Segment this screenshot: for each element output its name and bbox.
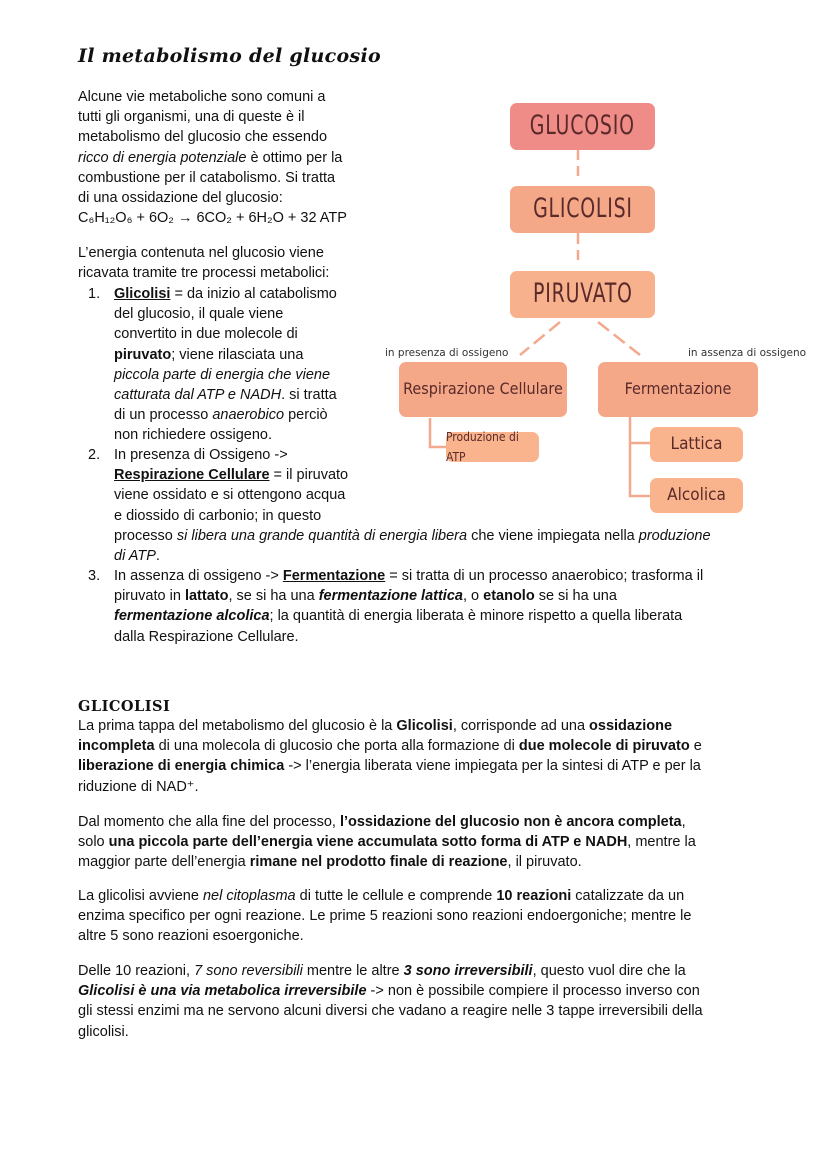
text: catturata dal ATP e NADH (114, 387, 282, 404)
chemical-equation: C₆H₁₂O₆ + 6O₂ → 6CO₂ + 6H₂O + 32 ATP (78, 210, 347, 227)
text: , corrisponde ad una (452, 718, 590, 734)
text: rimane nel prodotto finale di reazione (249, 854, 508, 871)
box-fermentazione: Fermentazione (598, 362, 758, 417)
list-item-body (114, 566, 754, 647)
text: enzima specifico per ogni reazione. Le prime 5 reazioni sono reazioni endoergoniche; mentre le (78, 908, 692, 925)
text: La glicolisi avviene (78, 888, 203, 904)
text: processo (114, 527, 177, 544)
text: altre 5 sono reazioni esoergoniche. (78, 928, 304, 945)
connector-line (430, 418, 446, 447)
list-number: 2. (88, 447, 101, 463)
box-produzione-atp: Produzione di ATP (446, 432, 539, 462)
text: anaerobico (212, 407, 285, 424)
intro-italic: ricco di energia potenziale (78, 149, 247, 166)
text: perciò (284, 407, 328, 424)
intro-after-italic: è ottimo per la (246, 149, 343, 166)
connector-line (630, 443, 650, 496)
list-number: 1. (88, 286, 101, 302)
connector-line (520, 322, 560, 355)
text: 7 sono reversibili (194, 963, 303, 979)
box-piruvato (510, 271, 655, 318)
term-fermentazione: Fermentazione (282, 568, 386, 584)
section-heading: GLICOLISI (78, 698, 171, 715)
text: piruvato in (114, 588, 185, 605)
text: La prima tappa del metabolismo del glucosio è la (78, 718, 397, 734)
text: nel citoplasma (202, 888, 296, 904)
text: Glicolisi (396, 718, 453, 734)
text: due molecole di piruvato (518, 738, 690, 755)
text: gli stessi enzimi ma ne servono alcuni diversi che vadano a reagire nelle 3 tappe irreversibili della (78, 1003, 703, 1020)
text: che viene impiegata nella (467, 527, 639, 544)
text: , mentre la (627, 834, 696, 851)
page-title: Il metabolismo del glucosio (78, 45, 381, 67)
text: Glicolisi è una via metabolica irreversibile (78, 983, 367, 1000)
text: = il piruvato (269, 467, 349, 484)
text: l’ossidazione del glucosio non è ancora completa (339, 814, 682, 830)
text: ossidazione (589, 718, 673, 734)
text: una piccola parte dell’energia viene accumulata sotto forma di ATP e NADH (108, 834, 628, 851)
box-glucosio (510, 103, 655, 150)
text: maggior parte dell’energia (78, 854, 250, 871)
text: , il piruvato. (507, 854, 582, 871)
text: e (689, 738, 702, 755)
text: del glucosio, il quale viene (114, 306, 284, 323)
energy-intro-line: ricavata tramite tre processi metabolici: (78, 265, 330, 282)
list-number: 3. (88, 568, 101, 584)
text: = da inizio al catabolismo (170, 286, 337, 302)
text: = si tratta di un processo anaerobico; trasforma il (385, 568, 704, 584)
text: se si ha una (534, 588, 617, 605)
connector-line (598, 322, 640, 355)
label: GLUCOSIO (530, 110, 635, 142)
text: convertito in due molecole di (114, 326, 298, 343)
text: -> l’energia liberata viene impiegata per la sintesi di ATP e per la (284, 758, 701, 775)
intro-line: tutti gli organismi, una di queste è il (78, 109, 305, 126)
text: 3 sono irreversibili (403, 963, 533, 979)
text: lattato (184, 588, 229, 605)
intro-line: di una ossidazione del glucosio: (78, 190, 283, 207)
term-respirazione: Respirazione Cellulare (114, 467, 270, 484)
text: di un processo (114, 407, 213, 424)
text: -> non è possibile compiere il processo inverso con (366, 983, 700, 1000)
box-glicolisi (510, 186, 655, 233)
glicolisi-paragraph-4 (78, 961, 750, 1042)
text: dalla Respirazione Cellulare. (114, 628, 299, 645)
intro-line: metabolismo del glucosio che essendo (78, 129, 328, 146)
text: , se si ha una (228, 588, 319, 605)
text: viene ossidato e si ottengono acqua (114, 487, 346, 504)
label: GLICOLISI (532, 193, 633, 225)
text: mentre le altre (302, 963, 404, 979)
text: di tutte le cellule e comprende (295, 888, 497, 904)
text: In assenza di ossigeno -> (114, 568, 283, 584)
box-respirazione-cellulare: Respirazione Cellulare (399, 362, 567, 417)
box-alcolica: Alcolica (650, 478, 743, 513)
text: , (681, 814, 686, 830)
text: In presenza di Ossigeno -> (114, 447, 288, 463)
glicolisi-paragraph-2 (78, 812, 750, 873)
text: glicolisi. (78, 1023, 129, 1040)
text: e diossido di carbonio; in questo (114, 507, 322, 524)
text: , questo vuol dire che la (532, 963, 686, 979)
text: di una molecola di glucosio che porta alla formazione di (154, 738, 519, 755)
label: PIRUVATO (532, 278, 633, 310)
term-piruvato: piruvato (114, 346, 172, 363)
text: produzione (638, 527, 711, 544)
term-glicolisi: Glicolisi (114, 286, 171, 302)
text: piccola parte di energia che viene (114, 366, 331, 383)
text: incompleta (78, 738, 155, 755)
text: . (155, 548, 160, 565)
text: liberazione di energia chimica (78, 758, 285, 775)
note-assenza-ossigeno: in assenza di ossigeno (688, 347, 807, 359)
text: catalizzate da un (571, 888, 685, 904)
note-presenza-ossigeno: in presenza di ossigeno (385, 347, 509, 359)
glicolisi-paragraph-3 (78, 886, 750, 947)
intro-line: combustione per il catabolismo. Si tratta (78, 169, 336, 186)
text: si libera una grande quantità di energia libera (176, 527, 468, 544)
text: di ATP (114, 548, 156, 565)
text: Delle 10 reazioni, (78, 963, 195, 979)
box-lattica: Lattica (650, 427, 743, 462)
intro-line: Alcune vie metaboliche sono comuni a (78, 89, 326, 105)
text: 10 reazioni (496, 888, 572, 904)
text: fermentazione alcolica (114, 608, 270, 625)
text: Dal momento che alla fine del processo, (78, 814, 340, 830)
text: etanolo (483, 588, 535, 605)
energy-intro-line: L’energia contenuta nel glucosio viene (78, 245, 324, 261)
text: solo (78, 834, 109, 851)
text: fermentazione lattica (318, 588, 463, 605)
text: non richiedere ossigeno. (114, 427, 272, 444)
text: riduzione di NAD⁺. (78, 778, 199, 795)
text: ; la quantità di energia liberata è minore rispetto a quella liberata (269, 608, 683, 625)
text: , o (462, 588, 484, 605)
text: ; viene rilasciata una (171, 346, 304, 363)
text: . si tratta (281, 387, 337, 404)
glicolisi-paragraph-1 (78, 716, 750, 797)
